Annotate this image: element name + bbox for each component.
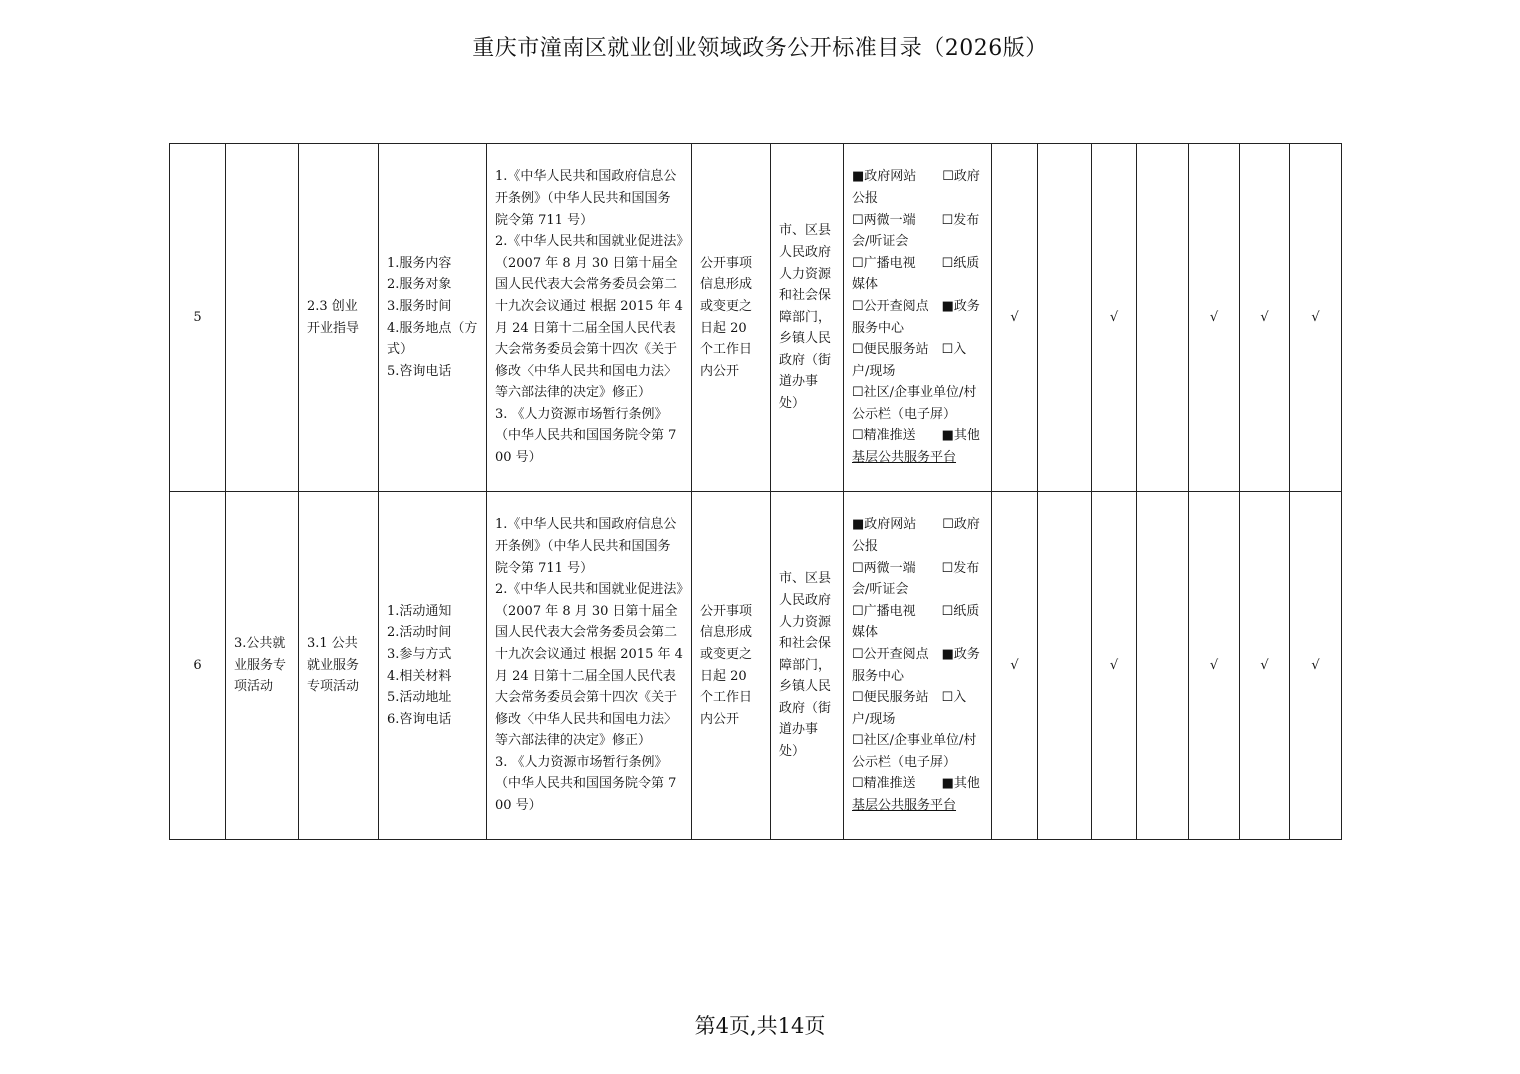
channel-line: ☐公开查阅点 ■政务服务中心 [852, 646, 980, 684]
publish-basis [487, 144, 692, 492]
channel-line: ☐公开查阅点 ■政务服务中心 [852, 298, 980, 336]
channel-line: ■政府网站 ☐政府公报 [852, 169, 980, 206]
publish-content [379, 492, 487, 840]
page-footer: 第4页,共14页 [694, 1014, 826, 1038]
content-line: 4.服务地点（方式） [387, 320, 478, 358]
content-line: 3.参与方式 [387, 646, 452, 662]
check-cell: √ [1092, 144, 1137, 492]
publish-content [379, 144, 487, 492]
check-cell: √ [1240, 144, 1290, 492]
basis-line: 3. 《人力资源市场暂行条例》（中华人民共和国国务院令第 700 号） [495, 406, 677, 466]
channel-line: ☐广播电视 ☐纸质媒体 [852, 603, 980, 641]
first-level-item: 3.公共就业服务专项活动 [226, 492, 299, 840]
check-cell: √ [1240, 492, 1290, 840]
check-cell [1038, 144, 1092, 492]
content-line: 2.活动时间 [387, 625, 452, 641]
content-line: 5.活动地址 [387, 690, 452, 706]
check-cell: √ [1290, 492, 1342, 840]
basis-line: 1.《中华人民共和国政府信息公开条例》（中华人民共和国国务院令第 711 号） [495, 169, 677, 228]
channel-line [852, 425, 983, 468]
channel-line: ☐便民服务站 ☐入户/现场 [852, 342, 967, 379]
publish-channels [844, 492, 992, 840]
check-cell: √ [1290, 144, 1342, 492]
second-level-item: 3.1 公共就业服务专项活动 [299, 492, 379, 840]
channel-other-value: 基层公共服务平台 [852, 798, 957, 814]
check-cell: √ [992, 144, 1038, 492]
catalog-table [169, 143, 1342, 840]
table-row [170, 144, 1342, 492]
channel-other-value: 基层公共服务平台 [852, 450, 957, 466]
check-cell [1038, 492, 1092, 840]
channel-line: ☐两微一端 ☐发布会/听证会 [852, 212, 980, 250]
content-line: 3.服务时间 [387, 298, 452, 314]
page-title: 重庆市潼南区就业创业领域政务公开标准目录（2026版） [472, 36, 1048, 61]
publish-subject: 市、区县人民政府人力资源和社会保障部门，乡镇人民政府（街道办事处） [771, 144, 844, 492]
content-line: 1.服务内容 [387, 255, 452, 271]
content-line: 1.活动通知 [387, 603, 452, 619]
channel-line: ■政府网站 ☐政府公报 [852, 517, 980, 554]
content-line: 2.服务对象 [387, 277, 452, 293]
publish-time-limit: 公开事项信息形成或变更之日起 20 个工作日内公开 [692, 144, 771, 492]
publish-basis [487, 492, 692, 840]
channel-line: ☐便民服务站 ☐入户/现场 [852, 690, 967, 727]
channel-line: ☐两微一端 ☐发布会/听证会 [852, 560, 980, 598]
channel-line: ☐广播电视 ☐纸质媒体 [852, 255, 980, 293]
check-cell [1137, 492, 1189, 840]
table-row [170, 492, 1342, 840]
first-level-item [226, 144, 299, 492]
second-level-item: 2.3 创业开业指导 [299, 144, 379, 492]
channel-line: ☐社区/企事业单位/村公示栏（电子屏） [852, 733, 977, 770]
channel-other-label: ☐精准推送 ■其他 [852, 776, 980, 792]
channel-line [852, 773, 983, 816]
publish-time-limit: 公开事项信息形成或变更之日起 20 个工作日内公开 [692, 492, 771, 840]
check-cell: √ [1189, 144, 1240, 492]
row-seq: 6 [170, 492, 226, 840]
publish-channels [844, 144, 992, 492]
content-line: 5.咨询电话 [387, 363, 452, 379]
check-cell [1137, 144, 1189, 492]
content-line: 6.咨询电话 [387, 711, 452, 727]
publish-subject: 市、区县人民政府人力资源和社会保障部门，乡镇人民政府（街道办事处） [771, 492, 844, 840]
channel-line: ☐社区/企事业单位/村公示栏（电子屏） [852, 385, 977, 422]
check-cell: √ [1092, 492, 1137, 840]
channel-other-label: ☐精准推送 ■其他 [852, 428, 980, 444]
basis-line: 3. 《人力资源市场暂行条例》（中华人民共和国国务院令第 700 号） [495, 754, 677, 814]
content-line: 4.相关材料 [387, 668, 452, 684]
basis-line: 2.《中华人民共和国就业促进法》（2007 年 8 月 30 日第十届全国人民代表大会常务委员会第二十九次会议通过 根据 2015 年 4 月 24 日第十二届全国人民代表大会常务委员会第十四次《关于修改〈中华人民共和国电力法〉等六部法律的决定》修正） [495, 582, 683, 749]
check-cell: √ [1189, 492, 1240, 840]
basis-line: 2.《中华人民共和国就业促进法》（2007 年 8 月 30 日第十届全国人民代表大会常务委员会第二十九次会议通过 根据 2015 年 4 月 24 日第十二届全国人民代表大会常务委员会第十四次《关于修改〈中华人民共和国电力法〉等六部法律的决定》修正） [495, 234, 683, 401]
basis-line: 1.《中华人民共和国政府信息公开条例》（中华人民共和国国务院令第 711 号） [495, 517, 677, 576]
row-seq: 5 [170, 144, 226, 492]
check-cell: √ [992, 492, 1038, 840]
